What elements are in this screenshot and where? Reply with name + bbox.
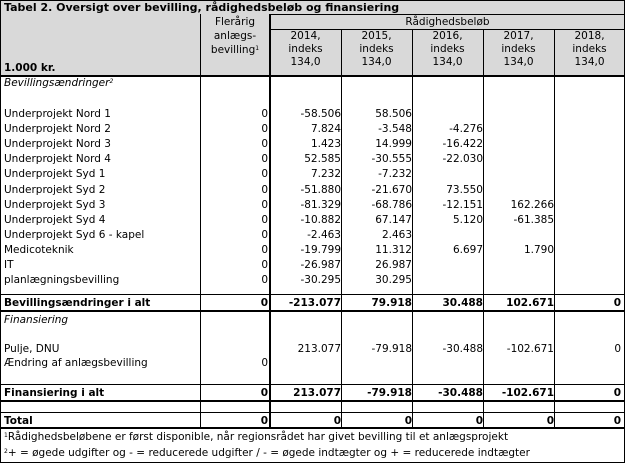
- table-row-value-2: -79.918: [371, 343, 412, 355]
- grid-line: [483, 29, 484, 427]
- table-row-value-0: 0: [261, 213, 268, 226]
- table-row-value-0: 0: [261, 138, 268, 151]
- table-row-label: planlægningsbevilling: [4, 274, 120, 287]
- section-bevillingsaendringer-label: Bevillingsændringer$^2$: [4, 77, 114, 89]
- year-header-2-line2: indeks: [359, 43, 394, 55]
- table-row-value-2: -68.786: [371, 198, 412, 211]
- year-header-1-line1: 2014,: [290, 30, 321, 42]
- footnote-2: $^2$+ = øgede udgifter og - = reducerede udgifter / - = øgede indtægter og + = reducerede indtægter: [4, 447, 530, 459]
- year-header-3-line2: indeks: [430, 43, 465, 55]
- table-row-value-4: [483, 153, 554, 165]
- table-row-value-0: 0: [261, 198, 268, 211]
- table-row-value-2: 26.987: [375, 259, 412, 271]
- total-row-finansiering-value-2: -79.918: [367, 387, 412, 399]
- table-row-value-0: 0: [261, 243, 268, 256]
- table-row-value-3: [412, 357, 483, 369]
- grid-line: [554, 29, 555, 427]
- table-row-label: Underprojekt Nord 1: [4, 108, 111, 120]
- grid-line: [270, 14, 625, 15]
- table-row-value-1: [270, 357, 341, 369]
- table-row-value-1: -58.506: [300, 108, 341, 120]
- total-row-finansiering-value-3: -30.488: [438, 387, 483, 399]
- table-row-value-5: [554, 229, 621, 241]
- table-row-value-3: [412, 108, 483, 120]
- table-row-label: Underprojekt Nord 2: [4, 123, 111, 136]
- table-row-label: IT: [4, 259, 14, 271]
- table-row-value-3: 6.697: [452, 243, 483, 256]
- table-row-value-1: 7.824: [310, 123, 341, 136]
- multi-year-line1: Flerårig: [214, 16, 256, 28]
- table-row-value-3: [412, 259, 483, 271]
- table-title: Tabel 2. Oversigt over bevilling, rådighedsbeløb og finansiering: [4, 1, 400, 14]
- grand-total-row-value-2: 0: [404, 415, 412, 427]
- table-row-label: Underprojekt Syd 2: [4, 183, 106, 196]
- table-row-value-4: [483, 108, 554, 120]
- table-row-value-5: [554, 259, 621, 271]
- table-row-value-0: 0: [261, 183, 268, 196]
- grid-line: [270, 29, 625, 30]
- table-row-label: Underprojekt Syd 3: [4, 198, 106, 211]
- table-row-value-1: 1.423: [310, 138, 341, 151]
- table-row-value-1: -51.880: [300, 183, 341, 196]
- year-header-4-line3: 134,0: [503, 56, 534, 68]
- table-row-label: Underprojekt Nord 4: [4, 153, 111, 166]
- table-row-value-2: [341, 357, 412, 369]
- grand-total-row-value-5: 0: [613, 415, 621, 427]
- table-row-value-0: 0: [261, 228, 268, 241]
- total-row-bevillingsaendringer-value-2: 79.918: [371, 297, 412, 309]
- table-row-value-4: -102.671: [506, 343, 554, 355]
- table-row-value-0: 0: [261, 357, 268, 369]
- grid-line: [0, 75, 625, 77]
- table-row-value-5: [554, 153, 621, 165]
- total-row-finansiering-value-0: 0: [260, 387, 268, 399]
- table-row-value-0: 0: [261, 153, 268, 166]
- table-row-value-4: 162.266: [510, 198, 554, 211]
- table-row-value-5: [554, 108, 621, 120]
- table-row-value-2: -3.548: [378, 123, 412, 136]
- table-row-value-5: [554, 123, 621, 135]
- grand-total-row-value-1: 0: [333, 415, 341, 427]
- total-row-bevillingsaendringer-value-3: 30.488: [442, 297, 483, 309]
- table-row-value-0: 0: [261, 168, 268, 181]
- table-row-value-2: 14.999: [375, 138, 412, 151]
- year-header-1-line2: indeks: [288, 43, 323, 55]
- table-row-value-0: 0: [261, 108, 268, 120]
- year-header-5-line1: 2018,: [574, 30, 605, 42]
- year-header-5-line2: indeks: [572, 43, 607, 55]
- grand-total-row-value-4: 0: [546, 415, 554, 427]
- total-row-bevillingsaendringer-value-5: 0: [613, 297, 621, 309]
- grid-line: [200, 14, 201, 427]
- grid-line: [0, 0, 625, 1]
- total-row-bevillingsaendringer-value-4: 102.671: [506, 297, 554, 309]
- table-row-label: Underprojekt Nord 3: [4, 138, 111, 151]
- grid-line: [269, 14, 271, 427]
- table-row-value-5: [554, 357, 621, 369]
- table-row-value-3: [412, 274, 483, 286]
- table-row-value-1: 7.232: [310, 168, 341, 181]
- table-row-value-2: 11.312: [375, 243, 412, 256]
- table-row-value-3: -12.151: [442, 198, 483, 211]
- table-row-value-1: -2.463: [307, 228, 341, 241]
- table-row-value-2: 58.506: [375, 108, 412, 120]
- table-row-label: Pulje, DNU: [4, 343, 60, 355]
- table-row-value-3: -22.030: [442, 153, 483, 166]
- table-row-value-1: -19.799: [300, 243, 341, 256]
- table-row-value-5: [554, 138, 621, 150]
- grand-total-row-value-0: 0: [260, 415, 268, 427]
- total-row-finansiering-value-5: 0: [613, 387, 621, 399]
- available-label: Rådighedsbeløb: [405, 16, 490, 28]
- table-row-label: Medicoteknik: [4, 243, 74, 256]
- year-header-3-line1: 2016,: [432, 30, 463, 42]
- grid-line: [0, 412, 625, 413]
- table-row-value-4: [483, 229, 554, 241]
- table-row-value-3: [412, 229, 483, 241]
- table-row-value-3: -16.422: [442, 138, 483, 151]
- grid-line: [0, 400, 625, 402]
- total-row-bevillingsaendringer-label: Bevillingsændringer i alt: [4, 297, 151, 309]
- grid-line: [0, 310, 625, 312]
- table-row-value-1: 52.585: [304, 153, 341, 166]
- table-row-value-1: -30.295: [300, 274, 341, 287]
- table-row-label: Underprojekt Syd 6 - kapel: [4, 228, 145, 241]
- grid-line: [412, 29, 413, 427]
- year-header-4-line2: indeks: [501, 43, 536, 55]
- table-row-value-3: -30.488: [442, 343, 483, 355]
- table-row-label: Ændring af anlægsbevilling: [4, 357, 148, 369]
- table-row-value-0: [200, 343, 268, 355]
- table-row-value-4: [483, 184, 554, 196]
- multi-year-line2: anlægs-: [213, 30, 257, 42]
- year-header-1-line3: 134,0: [290, 56, 321, 68]
- table-row-value-5: [554, 274, 621, 286]
- table-row-value-3: -4.276: [449, 123, 483, 136]
- table-row-value-2: -7.232: [378, 168, 412, 181]
- unit-label: 1.000 kr.: [4, 62, 56, 74]
- grid-line: [0, 0, 1, 463]
- table-row-value-3: [412, 168, 483, 180]
- year-header-4-line1: 2017,: [503, 30, 534, 42]
- table-row-value-0: 0: [261, 259, 268, 271]
- table-row-value-2: -21.670: [371, 183, 412, 196]
- table-row-value-4: [483, 259, 554, 271]
- table-row-value-3: 5.120: [452, 213, 483, 226]
- table-row-value-5: [554, 199, 621, 211]
- year-header-5-line3: 134,0: [574, 56, 605, 68]
- multi-year-line3: bevilling$^1$: [210, 44, 260, 56]
- table-row-value-4: [483, 274, 554, 286]
- total-row-bevillingsaendringer-value-0: 0: [260, 297, 268, 309]
- table-row-value-1: -26.987: [300, 259, 341, 271]
- table-row-value-2: 30.295: [375, 274, 412, 287]
- table-row-value-4: [483, 357, 554, 369]
- grid-line: [0, 384, 625, 385]
- table-row-value-5: 0: [614, 343, 621, 355]
- table-row-value-1: 213.077: [297, 343, 341, 355]
- year-header-2-line3: 134,0: [361, 56, 392, 68]
- total-row-finansiering-label: Finansiering i alt: [4, 387, 105, 399]
- table-row-value-2: 67.147: [375, 213, 412, 226]
- section-finansiering-label: Finansiering: [4, 314, 69, 326]
- footnote-1: $^1$Rådighedsbeløbene er først disponible, når regionsrådet har givet bevilling til et anlægsprojekt: [4, 431, 509, 443]
- table-row-value-4: [483, 123, 554, 135]
- table-row-value-5: [554, 214, 621, 226]
- grid-line: [0, 427, 625, 429]
- table-row-value-4: 1.790: [523, 243, 554, 256]
- table-row-value-4: [483, 168, 554, 180]
- total-row-finansiering-value-1: 213.077: [293, 387, 341, 399]
- table-row-value-4: [483, 138, 554, 150]
- grand-total-row-label: Total: [4, 415, 33, 427]
- table-row-value-1: -10.882: [300, 213, 341, 226]
- table-row-value-2: 2.463: [381, 228, 412, 241]
- table-row-value-0: 0: [261, 274, 268, 287]
- table-row-label: Underprojekt Syd 4: [4, 213, 106, 226]
- grid-line: [341, 29, 342, 427]
- grid-line: [0, 294, 625, 295]
- year-header-3-line3: 134,0: [432, 56, 463, 68]
- total-row-finansiering-value-4: -102.671: [501, 387, 554, 399]
- table-row-value-5: [554, 184, 621, 196]
- table-row-value-5: [554, 244, 621, 256]
- table-row-value-3: 73.550: [446, 183, 483, 196]
- table-row-label: Underprojekt Syd 1: [4, 168, 106, 181]
- table-row-value-5: [554, 168, 621, 180]
- table-row-value-4: -61.385: [513, 213, 554, 226]
- table-row-value-0: 0: [261, 123, 268, 136]
- total-row-bevillingsaendringer-value-1: -213.077: [288, 297, 341, 309]
- table-row-value-2: -30.555: [371, 153, 412, 166]
- year-header-2-line1: 2015,: [361, 30, 392, 42]
- grand-total-row-value-3: 0: [475, 415, 483, 427]
- table-row-value-1: -81.329: [300, 198, 341, 211]
